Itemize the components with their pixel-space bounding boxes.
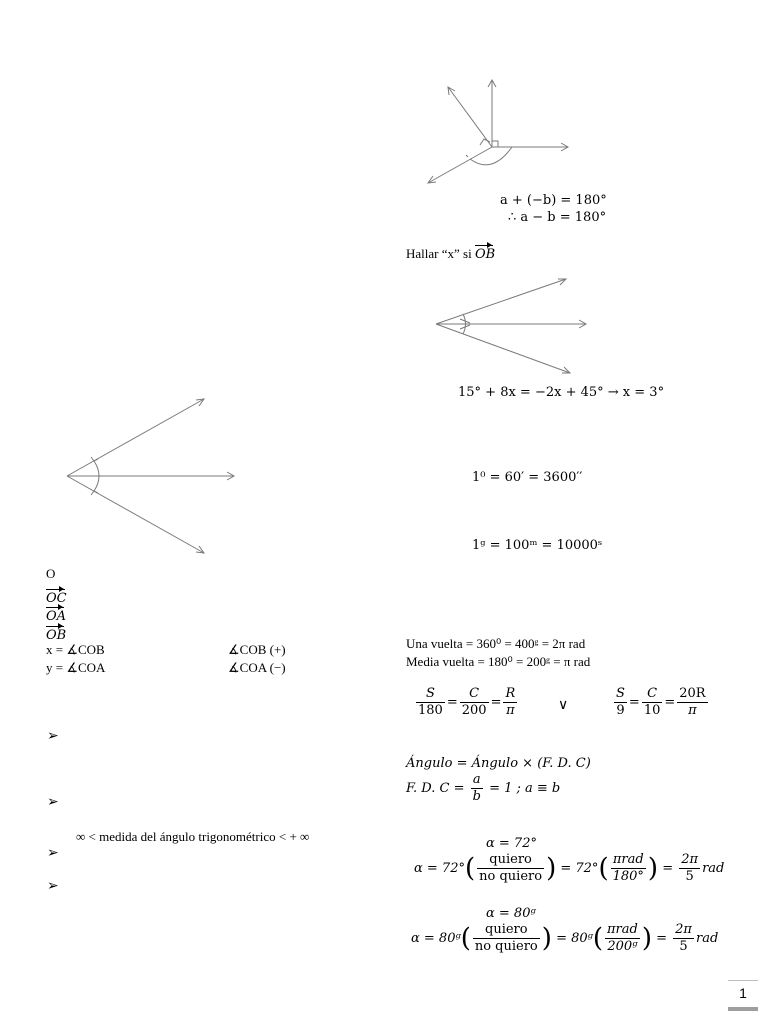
- frac-pirad-200: $\frac{\text{πrad}}{\text{200ᵍ}}$: [606, 922, 638, 954]
- frac-quiero-1: $\frac{\text{quiero}}{\text{no quiero}}$: [479, 852, 543, 884]
- label-o: O: [46, 566, 56, 581]
- bullet-3: ➢: [47, 845, 59, 861]
- vector-oa: OA: [46, 609, 67, 624]
- frac-20r-pi: $\frac{20R}{\pi}$: [679, 686, 706, 718]
- frac-a-b: $\frac{a}{b}$: [472, 772, 481, 804]
- equation-difference: ∴ a − b = 180°: [508, 210, 607, 225]
- equation-solve-x: 15° + 8x = −2x + 45° → x = 3°: [458, 385, 665, 400]
- frac-quiero-2: $\frac{\text{quiero}}{\text{no quiero}}$: [474, 922, 538, 954]
- logical-or-symbol: ∨: [558, 697, 569, 713]
- angulo-equation: Ángulo = Ángulo × (F. D. C): [406, 756, 591, 771]
- vector-ob-left: OB: [46, 628, 67, 643]
- frac-pirad-180: $\frac{\text{πrad}}{180^\circ}$: [612, 852, 644, 884]
- equation-sexagesimal: 1⁰ = 60′ = 3600′′: [472, 470, 583, 485]
- equation-centesimal: 1ᵍ = 100ᵐ = 10000ˢ: [472, 538, 603, 553]
- equation-sum: a + (−b) = 180°: [500, 193, 607, 208]
- frac-c-10: $\frac{C}{10}$: [643, 686, 661, 718]
- label-x-definition: x = ∡COB: [46, 642, 105, 657]
- figure-angle-rays: [60, 395, 240, 560]
- conversion-1-title: α = 72°: [486, 836, 537, 851]
- page-number: 1: [728, 980, 758, 1011]
- conversion-2-equation: α = 80ᵍ( $\frac{\text{quiero}}{\text{no quiero}}$ ) = 80ᵍ( $\frac{\text{πrad}}{\text{200ᵍ}}$ ) = $\frac{2\pi}{5}$ rad: [411, 922, 719, 954]
- hallar-text: Hallar “x” si: [406, 246, 472, 261]
- vector-oc: OC: [46, 591, 67, 606]
- formula-conversion-1: $\frac{S}{180}$ = $\frac{C}{200}$ = $\frac{R}{\pi}$: [418, 686, 516, 718]
- label-vector-oa: [46, 605, 66, 624]
- una-vuelta: Una vuelta = 360⁰ = 400ᵍ = 2π rad: [406, 636, 586, 651]
- label-y-definition: y = ∡COA: [46, 660, 106, 675]
- frac-2pi-5-1: $\frac{2\pi}{5}$: [681, 852, 699, 884]
- angle-range-text: ∞ < medida del ángulo trigonométrico < + ∞: [76, 829, 310, 844]
- bullet-4: ➢: [47, 878, 59, 894]
- conversion-2-title: α = 80ᵍ: [486, 906, 536, 921]
- frac-c-200: $\frac{C}{200}$: [461, 686, 487, 718]
- figure-three-rays: [430, 275, 595, 380]
- conversion-1-equation: α = 72°( $\frac{\text{quiero}}{\text{no quiero}}$ ) = 72°( $\frac{\text{πrad}}{180^\circ}$ ) = $\frac{2\pi}{5}$ rad: [414, 852, 725, 884]
- frac-s-9: $\frac{S}{9}$: [616, 686, 625, 718]
- label-vector-ob: [46, 624, 66, 643]
- hallar-prompt: [406, 246, 495, 262]
- label-coa-sign: ∡COA (−): [228, 660, 286, 675]
- frac-r-pi: $\frac{R}{\pi}$: [505, 686, 516, 718]
- media-vuelta: Media vuelta = 180⁰ = 200ᵍ = π rad: [406, 654, 591, 669]
- formula-conversion-2: $\frac{S}{9}$ = $\frac{C}{10}$ = $\frac{20R}{\pi}$: [616, 686, 706, 718]
- bullet-1: ➢: [47, 728, 59, 744]
- figure-perpendicular-rays: [420, 75, 580, 190]
- fdc-equation: F. D. C = $\frac{a}{b}$ = 1 ; a ≡ b: [406, 772, 561, 804]
- frac-s-180: $\frac{S}{180}$: [418, 686, 443, 718]
- vector-ob: OB: [474, 247, 496, 262]
- frac-2pi-5-2: $\frac{2\pi}{5}$: [675, 922, 692, 954]
- label-cob-sign: ∡COB (+): [228, 642, 286, 657]
- bullet-2: ➢: [47, 794, 59, 810]
